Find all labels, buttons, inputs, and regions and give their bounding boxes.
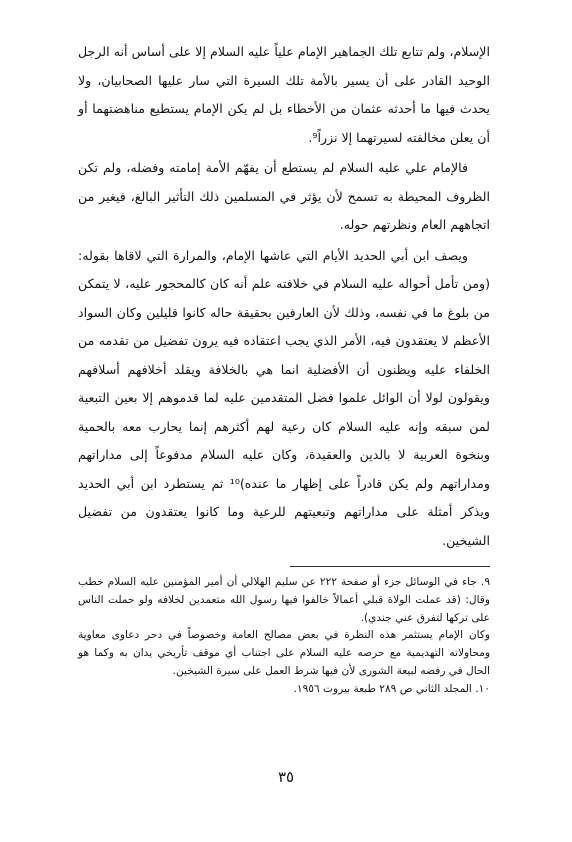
- body-paragraph-2: فالإمام علي عليه السلام لم يستطع أن يفهّم الأمة إمامته وفضله، ولم تكن الظروف المحيطة به تسمح لأن يؤثر في المسلمين ذلك التأثير البالغ، فيغير من اتجاههم العام ونظرتهم حوله.: [78, 160, 490, 232]
- body-paragraph-1: الإسلام، ولم تتابع تلك الجماهير الإمام علياً عليه السلام إلا على أساس أنه الرجل الوحيد القادر على أن يسير بالأمة تلك السيرة التي سار عليها الصحابيان، ولا يحدث فيها ما أحدثه عثمان من الأخطاء بل لم يكن الإمام يستطيع مناهضتهما أو أن يعلن مخالفته لسيرتهما إلا نزراً⁹.: [78, 44, 490, 145]
- footnote-10: ١٠. المجلد الثاني ص ٢٨٩ طبعة بيروت ١٩٥٦.: [293, 682, 490, 695]
- body-paragraph-3: ويصف ابن أبي الحديد الأيام التي عاشها الإمام، والمرارة التي لاقاها بقوله: (ومن تأمل أحواله عليه السلام في خلافته علم أنه كان كالمحجور عليه، لا يتمكن من بلوغ ما في نفسه، وذلك لأن العارفين بحقيقة حاله كانوا قليلين وكان السواد الأعظم لا يعتقدون فيه، الأمر الذي يجب اعتقاده فيه يرون تفضيل من تقدمه من الخلفاء عليه ويظنون أن الأفضلية انما هي بالخلافة ويقلد أخلافهم أسلافهم ويقولون لولا أن الوائل علموا فضل المتقدمين عليه لما قدموهم إلا بعين التبعية لمن سبقه وإنه عليه السلام كان رعية لهم أكثرهم إنما يحارب معه بالحمية وبنخوة العربية لا بالدين والعقيدة، وكان عليه السلام مدفوعاً إلى مداراتهم ومداراتهم ولم يكن قادراً على إظهار ما عنده)¹⁰ ثم يستطرد ابن أبي الحديد ويذكر أمثلة على مداراتهم وتبعيتهم للرعية وما كانوا يعتقدون من تفضيل الشيخين.: [78, 247, 490, 548]
- footnotes: [78, 574, 490, 699]
- page-number: ٣٥: [277, 768, 295, 786]
- main-text: [78, 38, 490, 555]
- footnote-separator: [290, 566, 490, 567]
- footnote-9-continuation: وكان الإمام يستثمر هذه النظرة في بعض مصالح العامة وخصوصاً في دحر دعاوى معاوية ومحاولاته التهديمية مع حرصه عليه السلام على اجتناب أي موقف تأريخي يدان به وكما هو الحال في رفضه لبيعة الشورى لأن فيها شرط العمل على سيرة الشيخين.: [78, 629, 490, 677]
- footnote-9: ٩. جاء في الوسائل جزء أو صفحة ٢٢٢ عن سليم الهلالي أن أمير المؤمنين عليه السلام خطب وقال: (قد عملت الولاة قبلي أعمالاً خالفوا فيها رسول الله متعمدين لخلافه ولو حملت الناس على تركها لتفرق عني جندي).: [78, 576, 491, 624]
